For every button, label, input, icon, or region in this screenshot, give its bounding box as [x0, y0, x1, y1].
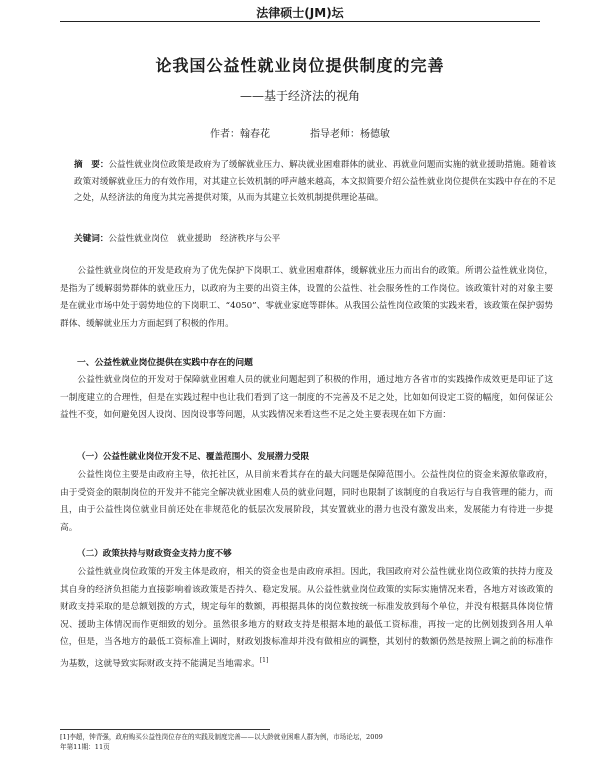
keywords — [74, 232, 556, 244]
keywords-label: 关键词： — [74, 234, 109, 244]
subsection-1-paragraph — [60, 467, 553, 537]
article-title: 论我国公益性就业岗位提供制度的完善 — [155, 56, 445, 75]
author-label: 作者： — [210, 129, 240, 140]
header-divider — [60, 21, 540, 22]
section-heading: 一、公益性就业岗位提供在实践中存在的问题 — [77, 358, 253, 368]
subsection-heading-1: （一）公益性就业岗位开发不足、覆盖范围小、发展潜力受限 — [77, 452, 310, 462]
footnote-divider — [60, 729, 270, 730]
section-intro-text: 公益性就业岗位的开发对于保障就业困难人员的就业问题起到了积极的作用，通过地方各省市的实践操作成效更是印证了这一制度建立的合理性，但是在实践过程中也让我们看到了这一制度的不完善及不足之处，比如如何设定工资的幅度，如何保证公益性不变，如何避免因人设岗、因岗设事等问题，从实践情况来看这些不足之处主要表现在如下方面： — [60, 375, 553, 421]
author-line — [0, 125, 600, 140]
subsection-2-text: 公益性就业岗位政策的开发主体是政府，相关的资金也是由政府承担。因此，我国政府对公益性就业岗位政策的扶持力度及其自身的经济负担能力直接影响着该政策是否持久、稳定发展。从公益性就业岗位政策的实际实施情况来看，各地方对该政策的财政支持采取的是总额划拨的方式，规定每年的数额，再根据具体的岗位数按统一标准发放到每个单位，并没有根据具体岗位情况、援助主体情况而作更细致的划分。虽然很多地方的财政支持是根据本地的最低工资标准，再按一定的比例划拨到各用人单位，但是，当各地方的最低工资标准上调时，财政划拨标准却并没有做相应的调整，其划付的数额仍然是按照上调之前的标准作为基数，这就导致实际财政支持不能满足当地需求。 — [60, 567, 553, 669]
abstract-label: 摘 要： — [74, 160, 109, 170]
footnote-reference[interactable]: [1] — [259, 656, 269, 664]
footnote — [60, 732, 540, 752]
advisor-label: 指导老师： — [310, 129, 360, 140]
subsection-1-text: 公益性岗位主要是由政府主导，依托社区，从目前来看其存在的最大问题是保障范围小。公益性岗位的资金来源依靠政府，由于受资金的限制岗位的开发并不能完全解决就业困难人员的就业问题，同时也限制了该制度的自我运行与自我管理的能力，而且，由于公益性岗位就业目前还处在非规范化的低层次发展阶段，其安置就业的潜力也没有激发出来，发展能力有待进一步提高。 — [60, 470, 553, 533]
author-name: 翰春花 — [240, 129, 270, 140]
abstract-text: 公益性就业岗位政策是政府为了缓解就业压力、解决就业困难群体的就业、再就业问题而实施的就业援助措施。随着该政策对缓解就业压力的有效作用，对其建立长效机制的呼声越来越高，本文拟简要介绍公益性就业岗位提供在实践中存在的不足之处，从经济法的角度为其完善提供对策，从而为其建立长效机制提供理论基础。 — [74, 160, 556, 203]
intro-paragraph — [60, 263, 553, 333]
advisor-name: 杨德敏 — [360, 129, 390, 140]
subsection-2-paragraph — [60, 564, 553, 673]
footnote-line-2: 年第11期：11页 — [60, 743, 110, 751]
journal-header: 法律硕士(JM)坛 — [256, 6, 344, 20]
subsection-2-paragraph-text — [60, 564, 553, 673]
intro-text: 公益性就业岗位的开发是政府为了优先保护下岗职工、就业困难群体，缓解就业压力而出台的政策。所谓公益性就业岗位，是指为了缓解弱势群体的就业压力，以政府为主要的出资主体，设置的公益性、社会服务性的工作岗位。该政策针对的对象主要是在就业市场中处于弱势地位的下岗职工、“4050”、零就业家庭等群体。从我国公益性岗位政策的实践来看，该政策在保护弱势群体、缓解就业压力方面起到了积极的作用。 — [60, 266, 553, 329]
footnote-line-1: [1]李超，钟青强，政府购买公益性岗位存在的实践及制度完善——以大龄就业困难人群为例，市场论坛，2009 — [60, 733, 383, 741]
article-subtitle: ——基于经济法的视角 — [239, 89, 360, 103]
keywords-text: 公益性就业岗位 就业援助 经济秩序与公平 — [108, 234, 281, 244]
subsection-heading-2: （二）政策扶持与财政资金支持力度不够 — [77, 549, 232, 559]
section-intro-paragraph — [60, 372, 553, 425]
abstract — [74, 157, 556, 207]
